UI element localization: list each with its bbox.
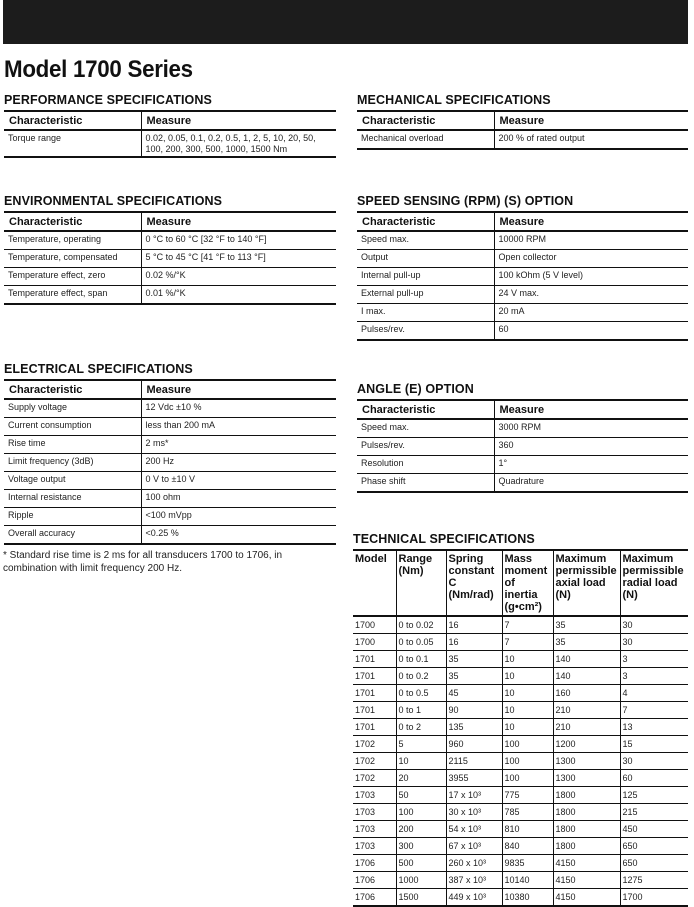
- table-cell: 60: [620, 770, 688, 787]
- table-cell: 200: [396, 821, 446, 838]
- table-cell: 1701: [353, 668, 396, 685]
- table-cell: 1275: [620, 872, 688, 889]
- table-cell: 100: [502, 770, 553, 787]
- table-cell: 0 to 0.1: [396, 651, 446, 668]
- page-title: Model 1700 Series: [4, 56, 193, 83]
- table-cell: 1703: [353, 838, 396, 855]
- performance-section: [4, 93, 336, 158]
- table-cell: 67 x 10³: [446, 838, 502, 855]
- table-cell: 7: [502, 634, 553, 651]
- table-cell: 360: [494, 438, 688, 456]
- table-row: [4, 472, 336, 490]
- table-cell: 0 to 0.2: [396, 668, 446, 685]
- table-cell: 260 x 10³: [446, 855, 502, 872]
- table-row: [353, 753, 688, 770]
- table-cell: 1706: [353, 855, 396, 872]
- table-cell: 100: [502, 736, 553, 753]
- table-cell: 10: [502, 651, 553, 668]
- table-row: [353, 872, 688, 889]
- table-row: [353, 787, 688, 804]
- table-cell: 1701: [353, 719, 396, 736]
- table-cell: 20 mA: [494, 304, 688, 322]
- table-cell: 1706: [353, 889, 396, 907]
- table-cell: 1706: [353, 872, 396, 889]
- table-cell: 2 ms*: [141, 436, 336, 454]
- table-cell: 650: [620, 855, 688, 872]
- performance-header-row: [4, 111, 336, 130]
- table-row: [357, 130, 688, 149]
- table-cell: Quadrature: [494, 474, 688, 493]
- table-row: [357, 322, 688, 341]
- table-cell: 3000 RPM: [494, 419, 688, 438]
- table-cell: 16: [446, 634, 502, 651]
- table-cell: 1702: [353, 770, 396, 787]
- table-cell: 4150: [553, 872, 620, 889]
- speed-table: [357, 211, 688, 341]
- table-cell: 1701: [353, 685, 396, 702]
- angle-table: [357, 399, 688, 493]
- mechanical-table: [357, 110, 688, 150]
- table-row: [4, 399, 336, 418]
- table-cell: Mechanical overload: [357, 130, 494, 149]
- table-cell: Temperature, compensated: [4, 250, 141, 268]
- table-cell: 1000: [396, 872, 446, 889]
- table-cell: 210: [553, 702, 620, 719]
- environmental-table: [4, 211, 336, 305]
- table-cell: 10000 RPM: [494, 231, 688, 250]
- mechanical-heading: MECHANICAL SPECIFICATIONS: [357, 93, 551, 107]
- table-cell: <0.25 %: [141, 526, 336, 545]
- table-cell: 0 to 0.02: [396, 616, 446, 634]
- table-cell: less than 200 mA: [141, 418, 336, 436]
- column-header: Measure: [141, 212, 336, 231]
- angle-section: [357, 382, 688, 493]
- table-cell: 10: [502, 719, 553, 736]
- electrical-section: [4, 362, 336, 545]
- column-header: Measure: [494, 212, 688, 231]
- table-cell: 15: [620, 736, 688, 753]
- table-cell: 24 V max.: [494, 286, 688, 304]
- table-cell: <100 mVpp: [141, 508, 336, 526]
- table-cell: 90: [446, 702, 502, 719]
- table-row: [357, 419, 688, 438]
- table-cell: 4150: [553, 889, 620, 907]
- table-cell: 1700: [620, 889, 688, 907]
- column-header: Range (Nm): [396, 550, 446, 616]
- table-cell: 1703: [353, 804, 396, 821]
- table-cell: 785: [502, 804, 553, 821]
- table-cell: Speed max.: [357, 231, 494, 250]
- table-cell: 7: [620, 702, 688, 719]
- table-cell: 140: [553, 668, 620, 685]
- table-row: [357, 286, 688, 304]
- column-header: Characteristic: [357, 111, 494, 130]
- table-cell: 9835: [502, 855, 553, 872]
- column-header: Measure: [494, 400, 688, 419]
- table-cell: 45: [446, 685, 502, 702]
- table-cell: I max.: [357, 304, 494, 322]
- table-row: [353, 719, 688, 736]
- table-cell: 100: [396, 804, 446, 821]
- column-header: Measure: [141, 111, 336, 130]
- table-row: [353, 634, 688, 651]
- table-row: [4, 250, 336, 268]
- table-cell: 215: [620, 804, 688, 821]
- table-row: [353, 616, 688, 634]
- performance-heading: PERFORMANCE SPECIFICATIONS: [4, 93, 212, 107]
- table-cell: 1800: [553, 838, 620, 855]
- technical-heading: TECHNICAL SPECIFICATIONS: [353, 532, 535, 546]
- table-row: [357, 456, 688, 474]
- speed-heading: SPEED SENSING (RPM) (S) OPTION: [357, 194, 574, 208]
- electrical-header-row: [4, 380, 336, 399]
- table-cell: 449 x 10³: [446, 889, 502, 907]
- table-cell: 200 % of rated output: [494, 130, 688, 149]
- table-row: [353, 821, 688, 838]
- angle-header-row: [357, 400, 688, 419]
- table-cell: 1701: [353, 651, 396, 668]
- table-cell: Limit frequency (3dB): [4, 454, 141, 472]
- table-cell: 4: [620, 685, 688, 702]
- table-cell: 0.02, 0.05, 0.1, 0.2, 0.5, 1, 2, 5, 10, 20, 50, 100, 200, 300, 500, 1000, 1500 Nm: [141, 130, 336, 157]
- column-header: Characteristic: [4, 212, 141, 231]
- table-cell: 0.01 %/°K: [141, 286, 336, 305]
- table-cell: Temperature effect, span: [4, 286, 141, 305]
- table-cell: 775: [502, 787, 553, 804]
- column-header: Characteristic: [357, 400, 494, 419]
- table-row: [4, 268, 336, 286]
- table-cell: 10: [502, 685, 553, 702]
- table-cell: 125: [620, 787, 688, 804]
- table-cell: 140: [553, 651, 620, 668]
- table-cell: 0 to 1: [396, 702, 446, 719]
- column-header: Characteristic: [4, 111, 141, 130]
- table-cell: 10: [502, 702, 553, 719]
- table-row: [353, 736, 688, 753]
- table-cell: 1300: [553, 753, 620, 770]
- table-cell: Temperature, operating: [4, 231, 141, 250]
- table-cell: 10: [396, 753, 446, 770]
- table-cell: 1500: [396, 889, 446, 907]
- column-header: Characteristic: [357, 212, 494, 231]
- table-cell: 100: [502, 753, 553, 770]
- table-row: [357, 231, 688, 250]
- table-cell: 0 °C to 60 °C [32 °F to 140 °F]: [141, 231, 336, 250]
- table-row: [4, 454, 336, 472]
- table-cell: 0.02 %/°K: [141, 268, 336, 286]
- table-cell: 1°: [494, 456, 688, 474]
- table-cell: 1300: [553, 770, 620, 787]
- table-cell: 35: [446, 668, 502, 685]
- column-header: Mass moment of inertia (g•cm²): [502, 550, 553, 616]
- table-cell: 54 x 10³: [446, 821, 502, 838]
- table-cell: 1701: [353, 702, 396, 719]
- table-row: [4, 286, 336, 305]
- table-cell: 30: [620, 616, 688, 634]
- table-cell: 1800: [553, 804, 620, 821]
- table-cell: 2115: [446, 753, 502, 770]
- table-cell: 650: [620, 838, 688, 855]
- table-cell: 1800: [553, 821, 620, 838]
- table-row: [4, 490, 336, 508]
- table-cell: 13: [620, 719, 688, 736]
- table-cell: 210: [553, 719, 620, 736]
- table-cell: Ripple: [4, 508, 141, 526]
- table-cell: Pulses/rev.: [357, 438, 494, 456]
- table-row: [353, 889, 688, 907]
- table-cell: 160: [553, 685, 620, 702]
- table-cell: 1703: [353, 787, 396, 804]
- table-cell: 30 x 10³: [446, 804, 502, 821]
- angle-heading: ANGLE (E) OPTION: [357, 382, 474, 396]
- table-row: [4, 526, 336, 545]
- speed-section: [357, 194, 688, 341]
- table-row: [357, 268, 688, 286]
- table-cell: 35: [553, 634, 620, 651]
- table-cell: 3: [620, 668, 688, 685]
- table-cell: 200 Hz: [141, 454, 336, 472]
- column-header: Maximum permissible radial load (N): [620, 550, 688, 616]
- table-cell: Internal resistance: [4, 490, 141, 508]
- table-cell: Overall accuracy: [4, 526, 141, 545]
- table-cell: 1800: [553, 787, 620, 804]
- table-cell: 100 ohm: [141, 490, 336, 508]
- table-row: [4, 508, 336, 526]
- table-cell: 1700: [353, 634, 396, 651]
- table-row: [353, 855, 688, 872]
- table-cell: 1702: [353, 753, 396, 770]
- table-cell: 17 x 10³: [446, 787, 502, 804]
- table-cell: 12 Vdc ±10 %: [141, 399, 336, 418]
- table-cell: 4150: [553, 855, 620, 872]
- table-row: [353, 838, 688, 855]
- table-row: [357, 304, 688, 322]
- table-cell: 30: [620, 634, 688, 651]
- table-cell: 35: [553, 616, 620, 634]
- column-header: Model: [353, 550, 396, 616]
- table-cell: Phase shift: [357, 474, 494, 493]
- header-bar: [3, 0, 688, 44]
- table-cell: Rise time: [4, 436, 141, 454]
- table-cell: 0 V to ±10 V: [141, 472, 336, 490]
- table-cell: 387 x 10³: [446, 872, 502, 889]
- table-cell: 7: [502, 616, 553, 634]
- table-cell: 810: [502, 821, 553, 838]
- electrical-heading: ELECTRICAL SPECIFICATIONS: [4, 362, 193, 376]
- table-row: [4, 436, 336, 454]
- table-row: [357, 250, 688, 268]
- table-cell: 10140: [502, 872, 553, 889]
- table-cell: Speed max.: [357, 419, 494, 438]
- table-row: [357, 438, 688, 456]
- performance-table: [4, 110, 336, 158]
- technical-section: [353, 532, 688, 907]
- table-cell: 1702: [353, 736, 396, 753]
- table-cell: 3955: [446, 770, 502, 787]
- table-cell: 35: [446, 651, 502, 668]
- table-cell: Open collector: [494, 250, 688, 268]
- table-row: [353, 685, 688, 702]
- table-cell: 3: [620, 651, 688, 668]
- table-cell: 135: [446, 719, 502, 736]
- table-cell: 500: [396, 855, 446, 872]
- table-cell: Temperature effect, zero: [4, 268, 141, 286]
- table-cell: 1703: [353, 821, 396, 838]
- table-cell: 5: [396, 736, 446, 753]
- technical-table: [353, 549, 688, 907]
- table-cell: 0 to 0.05: [396, 634, 446, 651]
- column-header: Characteristic: [4, 380, 141, 399]
- rise-time-footnote: * Standard rise time is 2 ms for all transducers 1700 to 1706, in combination with limit frequency 200 Hz.: [3, 550, 283, 574]
- table-cell: Voltage output: [4, 472, 141, 490]
- table-row: [4, 418, 336, 436]
- electrical-table: [4, 379, 336, 545]
- mechanical-header-row: [357, 111, 688, 130]
- column-header: Measure: [494, 111, 688, 130]
- table-cell: 1200: [553, 736, 620, 753]
- column-header: Measure: [141, 380, 336, 399]
- technical-header-row: [353, 550, 688, 616]
- environmental-header-row: [4, 212, 336, 231]
- table-cell: 10380: [502, 889, 553, 907]
- column-header: Maximum permissible axial load (N): [553, 550, 620, 616]
- table-row: [353, 804, 688, 821]
- table-row: [4, 130, 336, 157]
- table-cell: Supply voltage: [4, 399, 141, 418]
- table-cell: 50: [396, 787, 446, 804]
- table-cell: 60: [494, 322, 688, 341]
- table-row: [353, 651, 688, 668]
- table-cell: 5 °C to 45 °C [41 °F to 113 °F]: [141, 250, 336, 268]
- table-cell: 0 to 0.5: [396, 685, 446, 702]
- table-cell: 960: [446, 736, 502, 753]
- table-cell: External pull-up: [357, 286, 494, 304]
- environmental-heading: ENVIRONMENTAL SPECIFICATIONS: [4, 194, 223, 208]
- table-cell: Current consumption: [4, 418, 141, 436]
- table-row: [353, 770, 688, 787]
- environmental-section: [4, 194, 336, 305]
- table-cell: Output: [357, 250, 494, 268]
- table-row: [4, 231, 336, 250]
- table-cell: 30: [620, 753, 688, 770]
- table-cell: 0 to 2: [396, 719, 446, 736]
- table-cell: 100 kOhm (5 V level): [494, 268, 688, 286]
- table-cell: 20: [396, 770, 446, 787]
- table-cell: 840: [502, 838, 553, 855]
- table-row: [353, 702, 688, 719]
- speed-header-row: [357, 212, 688, 231]
- table-cell: Pulses/rev.: [357, 322, 494, 341]
- table-cell: 10: [502, 668, 553, 685]
- table-cell: Torque range: [4, 130, 141, 157]
- table-row: [357, 474, 688, 493]
- mechanical-section: [357, 93, 688, 150]
- table-cell: 1700: [353, 616, 396, 634]
- table-cell: 300: [396, 838, 446, 855]
- table-cell: Internal pull-up: [357, 268, 494, 286]
- table-cell: Resolution: [357, 456, 494, 474]
- table-cell: 16: [446, 616, 502, 634]
- table-row: [353, 668, 688, 685]
- table-cell: 450: [620, 821, 688, 838]
- column-header: Spring constant C (Nm/rad): [446, 550, 502, 616]
